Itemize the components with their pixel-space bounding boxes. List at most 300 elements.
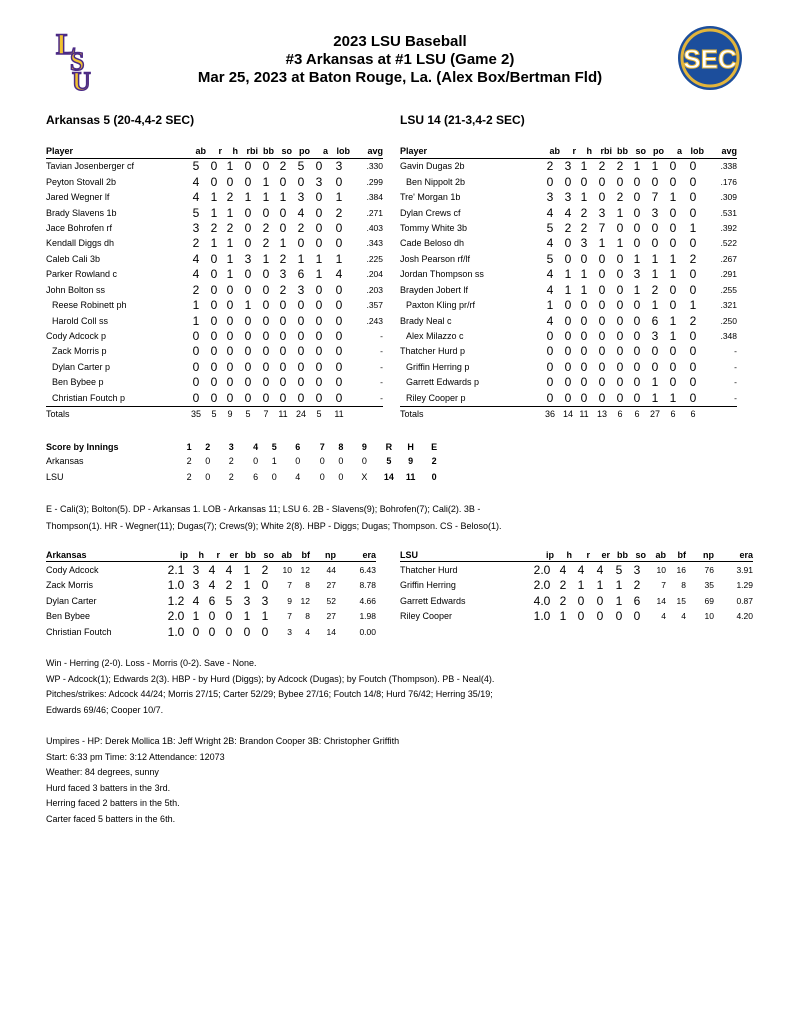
inning-header-H: H [407, 441, 414, 452]
stat-rbi: 0 [598, 298, 606, 313]
total-a: 6 [670, 409, 676, 420]
player-name: Josh Pearson rf/lf [400, 253, 471, 264]
pitcher-name: Griffin Herring [400, 580, 456, 591]
pitching-notes [46, 656, 494, 718]
pitch-stat-ip: 1.0 [167, 578, 185, 593]
stat-lob: 0 [689, 159, 697, 174]
stat-a: 0 [315, 282, 323, 297]
pitch-stat-ip: 2.0 [533, 562, 551, 577]
stat-ab: 4 [546, 282, 554, 297]
player-name: Riley Cooper p [400, 391, 540, 407]
stat-h: 0 [226, 298, 234, 313]
note-line: Thompson(1). HR - Wegner(11); Dugas(7); Crews(9); White 2(8). HBP - Diggs; Dugas; Thompson. CS - Beloso(1). [46, 521, 502, 531]
pitch-stat-era: 1.98 [359, 611, 376, 622]
stat-ab: 0 [546, 359, 554, 374]
pitch-stat-h: 1 [559, 609, 567, 624]
stat-ab: 0 [192, 344, 200, 359]
player-name: Kendall Diggs dh [46, 238, 115, 249]
stat-a: 0 [315, 190, 323, 205]
inning-score: 5 [386, 456, 392, 467]
stat-avg: - [734, 361, 737, 372]
pitch-stat-bb: 1 [243, 578, 251, 593]
batter-row [400, 375, 737, 390]
note-line: Herring faced 2 batters in the 5th. [46, 798, 180, 809]
stat-r: 3 [564, 190, 572, 205]
svg-text:S: S [70, 47, 85, 76]
pitch-header-bf: bf [292, 549, 310, 562]
pitch-stat-er: 5 [225, 593, 233, 608]
stat-a: 0 [315, 220, 323, 235]
stat-bb: 2 [262, 220, 270, 235]
stat-a: 0 [315, 159, 323, 174]
stat-avg: .309 [720, 192, 737, 203]
stat-a: 0 [669, 174, 677, 189]
pitch-stat-ab: 9 [287, 595, 292, 606]
stat-a: 1 [315, 267, 323, 282]
stat-so: 0 [633, 220, 641, 235]
stat-avg: .204 [366, 269, 383, 280]
stat-ab: 4 [546, 313, 554, 328]
batter-row [400, 267, 737, 282]
pitching-team-header: LSU [400, 549, 530, 562]
pitch-stat-ab: 10 [282, 564, 292, 575]
player-name: Caleb Cali 3b [46, 253, 101, 264]
total-bb: 6 [617, 409, 623, 420]
pitch-stat-era: 1.29 [736, 580, 753, 591]
player-name: Tre' Morgan 1b [400, 192, 461, 203]
stat-rbi: 1 [244, 298, 252, 313]
stat-so: 1 [279, 190, 287, 205]
column-header-lob: lob [682, 144, 704, 159]
pitch-stat-r: 4 [208, 562, 216, 577]
stat-r: 0 [564, 236, 572, 251]
pitch-stat-ab: 4 [661, 611, 666, 622]
stat-so: 2 [279, 282, 287, 297]
stat-r: 0 [564, 174, 572, 189]
pitch-header-r: r [204, 549, 220, 562]
stat-rbi: 2 [598, 159, 606, 174]
pitch-stat-bb: 1 [615, 593, 623, 608]
total-r: 14 [562, 409, 573, 420]
pitch-stat-ip: 4.0 [533, 593, 551, 608]
totals-label: Totals [400, 409, 424, 420]
pitch-stat-era: 0.87 [736, 595, 753, 606]
stat-a: 0 [315, 329, 323, 344]
pitch-stat-ab: 7 [661, 580, 666, 591]
stat-r: 4 [564, 205, 572, 220]
stat-lob: 0 [689, 329, 697, 344]
stat-po: 1 [297, 251, 305, 266]
stat-ab: 4 [192, 190, 200, 205]
total-a: 5 [316, 409, 322, 420]
note-line: Weather: 84 degrees, sunny [46, 767, 159, 778]
stat-po: 5 [297, 159, 305, 174]
inning-score: 0 [319, 456, 325, 467]
stat-so: 1 [279, 236, 287, 251]
pitch-header-h: h [188, 549, 204, 562]
player-name: Christian Foutch p [46, 391, 186, 407]
stat-bb: 0 [616, 220, 624, 235]
stat-h: 0 [580, 174, 588, 189]
pitcher-name: Christian Foutch [46, 626, 112, 637]
stat-r: 0 [564, 329, 572, 344]
pitch-stat-so: 3 [633, 562, 641, 577]
stat-r: 0 [210, 313, 218, 328]
stat-h: 0 [580, 375, 588, 390]
stat-po: 3 [651, 205, 659, 220]
pitch-stat-so: 1 [261, 609, 269, 624]
pitch-stat-np: 69 [704, 595, 714, 606]
inning-score: 9 [408, 456, 414, 467]
inning-score: 2 [228, 456, 234, 467]
batter-row [46, 252, 383, 267]
player-name: Harold Coll ss [52, 315, 109, 326]
stat-po: 6 [651, 313, 659, 328]
stat-rbi: 0 [598, 251, 606, 266]
stat-po: 0 [297, 298, 305, 313]
stat-a: 1 [669, 190, 677, 205]
pitch-stat-h: 0 [192, 624, 200, 639]
stat-ab: 0 [192, 359, 200, 374]
batter-row [400, 205, 737, 220]
inning-score: 0 [338, 456, 344, 467]
stat-rbi: 0 [598, 190, 606, 205]
pitch-stat-bb: 0 [615, 609, 623, 624]
stat-avg: .250 [720, 315, 737, 326]
batter-row [46, 267, 383, 282]
pitch-stat-bb: 3 [243, 593, 251, 608]
stat-bb: 0 [262, 359, 270, 374]
stat-bb: 0 [616, 329, 624, 344]
batter-row [400, 360, 737, 375]
pitch-stat-ab: 14 [656, 595, 666, 606]
stat-bb: 0 [258, 391, 274, 407]
player-name: Jace Bohrofen rf [46, 222, 113, 233]
visitor-team-title: Arkansas 5 (20-4,4-2 SEC) [46, 113, 195, 127]
stat-ab: 0 [186, 391, 206, 407]
player-name: Ben Bybee p [52, 377, 104, 388]
stat-po: 4 [297, 205, 305, 220]
stat-h: 0 [580, 329, 588, 344]
batter-row [400, 174, 737, 189]
stat-avg: - [380, 346, 383, 357]
stat-r: 1 [210, 236, 218, 251]
pitch-header-ab: ab [646, 549, 666, 562]
inning-score: 0 [338, 471, 344, 482]
stat-a: 0 [315, 205, 323, 220]
batter-row [46, 221, 383, 236]
stat-r: 0 [564, 344, 572, 359]
stat-h: 1 [226, 159, 234, 174]
stat-avg: .343 [366, 238, 383, 249]
stat-lob: 0 [328, 391, 350, 407]
stat-h: 1 [580, 159, 588, 174]
stat-po: 0 [292, 391, 310, 407]
stat-avg: .403 [366, 222, 383, 233]
pitch-stat-so: 6 [633, 593, 641, 608]
stat-h: 0 [226, 174, 234, 189]
stat-po: 0 [297, 359, 305, 374]
pitch-stat-er: 1 [596, 578, 604, 593]
stat-rbi: 0 [598, 375, 606, 390]
stat-a: 0 [669, 359, 677, 374]
pitch-stat-bb: 5 [615, 562, 623, 577]
column-header-h: h [576, 144, 592, 159]
header-line-2: #3 Arkansas at #1 LSU (Game 2) [285, 51, 515, 68]
stat-lob: 0 [682, 391, 704, 407]
stat-h: 0 [580, 313, 588, 328]
column-header-so: so [628, 144, 646, 159]
batter-row [46, 344, 383, 359]
pitch-stat-ip: 1.0 [533, 609, 551, 624]
stat-po: 0 [297, 174, 305, 189]
stat-lob: 0 [335, 236, 343, 251]
stat-lob: 0 [689, 190, 697, 205]
stat-so: 3 [279, 267, 287, 282]
stat-h: 0 [580, 251, 588, 266]
pitch-stat-bf: 8 [305, 611, 310, 622]
pitch-stat-h: 4 [559, 562, 567, 577]
stat-r: 0 [210, 375, 218, 390]
note-line: Umpires - HP: Derek Mollica 1B: Jeff Wright 2B: Brandon Cooper 3B: Christopher Griffith [46, 736, 400, 746]
stat-bb: 0 [262, 375, 270, 390]
inning-score: 2 [186, 456, 192, 467]
stat-avg: .267 [720, 253, 737, 264]
stat-h: 0 [580, 344, 588, 359]
pitch-stat-bf: 8 [305, 580, 310, 591]
pitch-stat-bf: 4 [305, 626, 310, 637]
column-header-ab: ab [540, 144, 560, 159]
player-name: Thatcher Hurd p [400, 346, 466, 357]
stat-bb: 0 [616, 313, 624, 328]
batter-row [46, 159, 383, 175]
column-header-lob: lob [328, 144, 350, 159]
stat-avg: .348 [720, 331, 737, 342]
stat-rbi: 0 [598, 282, 606, 297]
stat-po: 0 [651, 359, 659, 374]
stat-rbi: 0 [598, 329, 606, 344]
pitch-stat-era: 4.20 [736, 611, 753, 622]
pitch-stat-so: 0 [261, 624, 269, 639]
stat-h: 0 [576, 391, 592, 407]
pitcher-row [46, 593, 376, 609]
stat-rbi: 1 [244, 190, 252, 205]
stat-r: 0 [560, 391, 576, 407]
inning-score: 0 [361, 456, 367, 467]
stat-lob: 4 [335, 267, 343, 282]
stat-avg: .299 [366, 176, 383, 187]
pitcher-name: Riley Cooper [400, 611, 453, 622]
stat-avg: .321 [720, 300, 737, 311]
stat-po: 3 [297, 282, 305, 297]
stat-rbi: 0 [598, 344, 606, 359]
stat-ab: 2 [192, 282, 200, 297]
batter-row [46, 190, 383, 205]
stat-a: 3 [315, 174, 323, 189]
stat-so: 0 [628, 391, 646, 407]
stat-r: 1 [210, 205, 218, 220]
inning-score: 2 [186, 471, 192, 482]
pitch-stat-ip: 2.0 [533, 578, 551, 593]
inning-header-9: 9 [361, 441, 367, 452]
player-name: Reese Robinett ph [52, 300, 127, 311]
stat-ab: 1 [192, 298, 200, 313]
pitch-header-era: era [336, 549, 376, 562]
stat-a: 0 [669, 344, 677, 359]
stat-lob: 0 [689, 267, 697, 282]
pitch-header-bf: bf [666, 549, 686, 562]
total-h: 9 [227, 409, 233, 420]
stat-h: 0 [226, 329, 234, 344]
batter-row [46, 236, 383, 251]
inning-score: 0 [295, 456, 301, 467]
stat-bb: 0 [616, 174, 624, 189]
stat-bb: 0 [262, 344, 270, 359]
stat-a: 0 [669, 236, 677, 251]
pitch-stat-ab: 7 [287, 611, 292, 622]
pitch-header-ip: ip [164, 549, 188, 562]
column-header-so: so [274, 144, 292, 159]
stat-po: 3 [297, 190, 305, 205]
column-header-player: Player [46, 144, 186, 159]
inning-score: X [361, 471, 368, 482]
pitching-team-header: Arkansas [46, 549, 164, 562]
linescore-row [46, 454, 446, 469]
stat-rbi: 0 [244, 205, 252, 220]
total-bb: 7 [263, 409, 269, 420]
pitcher-row [400, 562, 753, 578]
stat-rbi: 0 [592, 391, 612, 407]
stat-rbi: 0 [244, 359, 252, 374]
batter-row [400, 391, 737, 407]
stat-ab: 4 [192, 174, 200, 189]
stat-bb: 0 [616, 298, 624, 313]
stat-r: 1 [210, 190, 218, 205]
stat-ab: 4 [192, 267, 200, 282]
stat-a: 0 [315, 344, 323, 359]
column-header-rbi: rbi [592, 144, 612, 159]
stat-avg: .255 [720, 284, 737, 295]
stat-bb: 0 [616, 267, 624, 282]
stat-h: 0 [222, 391, 238, 407]
batter-row [46, 375, 383, 390]
pitch-header-so: so [256, 549, 274, 562]
total-so: 6 [634, 409, 640, 420]
stat-h: 3 [580, 236, 588, 251]
visitor-pitching-table [46, 549, 376, 640]
pitch-stat-bf: 16 [676, 564, 686, 575]
stat-avg: .203 [366, 284, 383, 295]
stat-rbi: 0 [598, 359, 606, 374]
column-header-r: r [206, 144, 222, 159]
stat-h: 0 [226, 344, 234, 359]
stat-avg: .330 [366, 161, 383, 172]
stat-so: 0 [279, 220, 287, 235]
batter-row [400, 344, 737, 359]
pitch-stat-ip: 1.2 [167, 593, 185, 608]
stat-po: 1 [651, 375, 659, 390]
stat-r: 0 [210, 267, 218, 282]
pitch-stat-era: 6.43 [359, 564, 376, 575]
stat-a: 0 [315, 298, 323, 313]
pitch-stat-bb: 1 [615, 578, 623, 593]
stat-bb: 0 [616, 282, 624, 297]
stat-r: 0 [210, 282, 218, 297]
umpire-notes [46, 734, 399, 828]
stat-bb: 1 [262, 251, 270, 266]
batter-row [400, 283, 737, 298]
stat-a: 1 [669, 329, 677, 344]
batter-row [46, 313, 383, 328]
stat-ab: 5 [546, 220, 554, 235]
column-header-avg: avg [704, 144, 737, 159]
pitcher-row [400, 578, 753, 594]
stat-po: 1 [651, 298, 659, 313]
pitch-stat-so: 3 [261, 593, 269, 608]
player-name: Dylan Crews cf [400, 207, 461, 218]
stat-rbi: 0 [598, 313, 606, 328]
stat-so: 0 [633, 298, 641, 313]
pitch-stat-r: 0 [577, 593, 585, 608]
inning-score: 2 [228, 471, 234, 482]
stat-avg: .357 [366, 300, 383, 311]
pitch-stat-np: 76 [704, 564, 714, 575]
stat-ab: 5 [192, 159, 200, 174]
inning-score: 14 [383, 471, 394, 482]
stat-lob: 0 [689, 174, 697, 189]
stat-r: 0 [564, 359, 572, 374]
stat-ab: 4 [546, 267, 554, 282]
note-line: Carter faced 5 batters in the 6th. [46, 813, 176, 824]
stat-rbi: 0 [244, 236, 252, 251]
stat-po: 7 [651, 190, 659, 205]
pitch-stat-er: 0 [596, 593, 604, 608]
stat-ab: 0 [192, 375, 200, 390]
pitch-stat-h: 1 [192, 609, 200, 624]
stat-lob: 3 [335, 159, 343, 174]
pitcher-name: Zack Morris [46, 580, 93, 591]
stat-so: 2 [279, 251, 287, 266]
pitch-stat-h: 2 [559, 578, 567, 593]
pitch-stat-er: 0 [225, 609, 233, 624]
stat-po: 1 [651, 159, 659, 174]
stat-po: 0 [297, 375, 305, 390]
stat-bb: 0 [262, 313, 270, 328]
stat-so: 0 [633, 313, 641, 328]
stat-bb: 0 [616, 375, 624, 390]
inning-header-3: 3 [228, 441, 234, 452]
note-line: Start: 6:33 pm Time: 3:12 Attendance: 12073 [46, 751, 225, 762]
header-line-1: 2023 LSU Baseball [333, 33, 467, 50]
stat-h: 0 [226, 375, 234, 390]
pitch-header-np: np [686, 549, 714, 562]
pitch-stat-bf: 12 [300, 564, 310, 575]
pitch-stat-ip: 1.0 [167, 624, 185, 639]
pitcher-row [400, 593, 753, 609]
stat-a: 0 [669, 159, 677, 174]
stat-lob: 0 [335, 298, 343, 313]
inning-header-5: 5 [271, 441, 277, 452]
stat-lob: 1 [689, 220, 697, 235]
stat-avg: - [350, 391, 383, 407]
stat-po: 1 [646, 391, 664, 407]
inning-header-1: 1 [186, 441, 192, 452]
stat-so: 0 [279, 298, 287, 313]
stat-po: 2 [297, 220, 305, 235]
batter-row [400, 329, 737, 344]
pitch-header-bb: bb [238, 549, 256, 562]
pitch-stat-so: 0 [633, 609, 641, 624]
